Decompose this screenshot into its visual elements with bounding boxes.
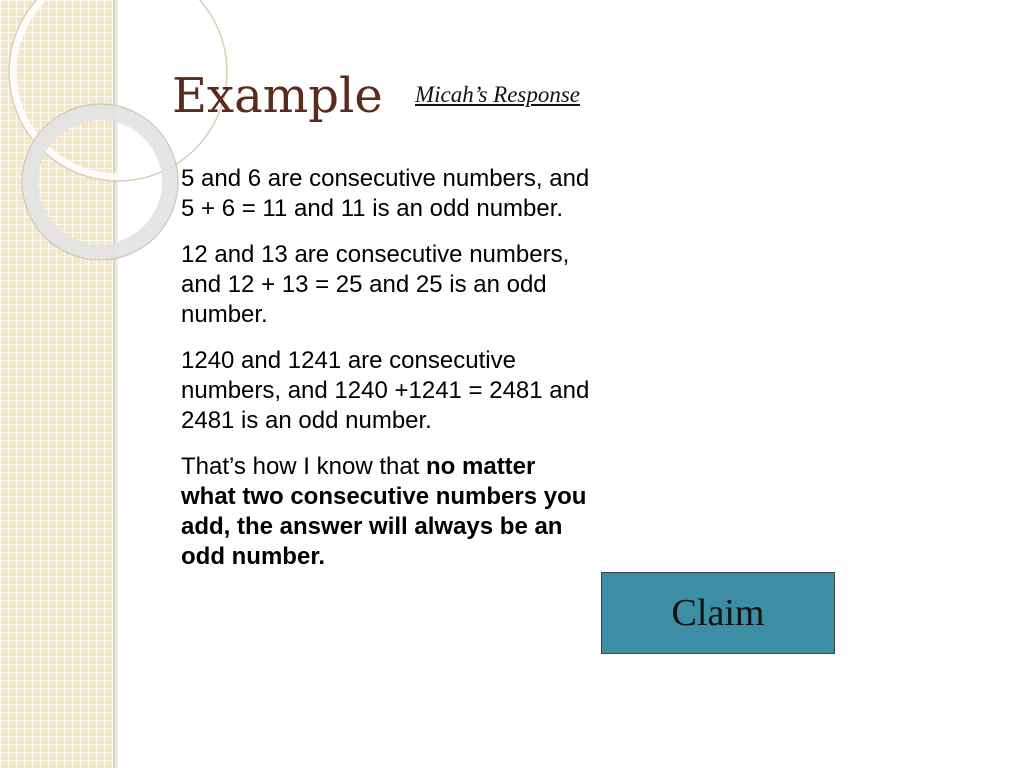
claim-label: Claim — [671, 592, 765, 634]
slide-title: Example — [172, 68, 383, 124]
example-paragraph-3: 1240 and 1241 are consecutive numbers, and 1240 +1241 = 2481 and 2481 is an odd number. — [181, 347, 590, 434]
response-body — [181, 164, 596, 588]
claim-box — [601, 572, 835, 654]
conclusion-emphasis: no matter what two consecutive numbers you add, the answer will always be an odd number. — [181, 453, 587, 570]
small-ring — [30, 112, 170, 252]
example-paragraph-1: 5 and 6 are consecutive numbers, and 5 + 6 = 11 and 11 is an odd number. — [181, 165, 590, 222]
conclusion-paragraph — [181, 452, 596, 572]
slide-subtitle: Micah’s Response — [415, 82, 581, 107]
example-paragraph-2: 12 and 13 are consecutive numbers, and 12 + 13 = 25 and 25 is an odd number. — [181, 241, 570, 328]
conclusion-lead: That’s how I know that — [181, 453, 427, 480]
